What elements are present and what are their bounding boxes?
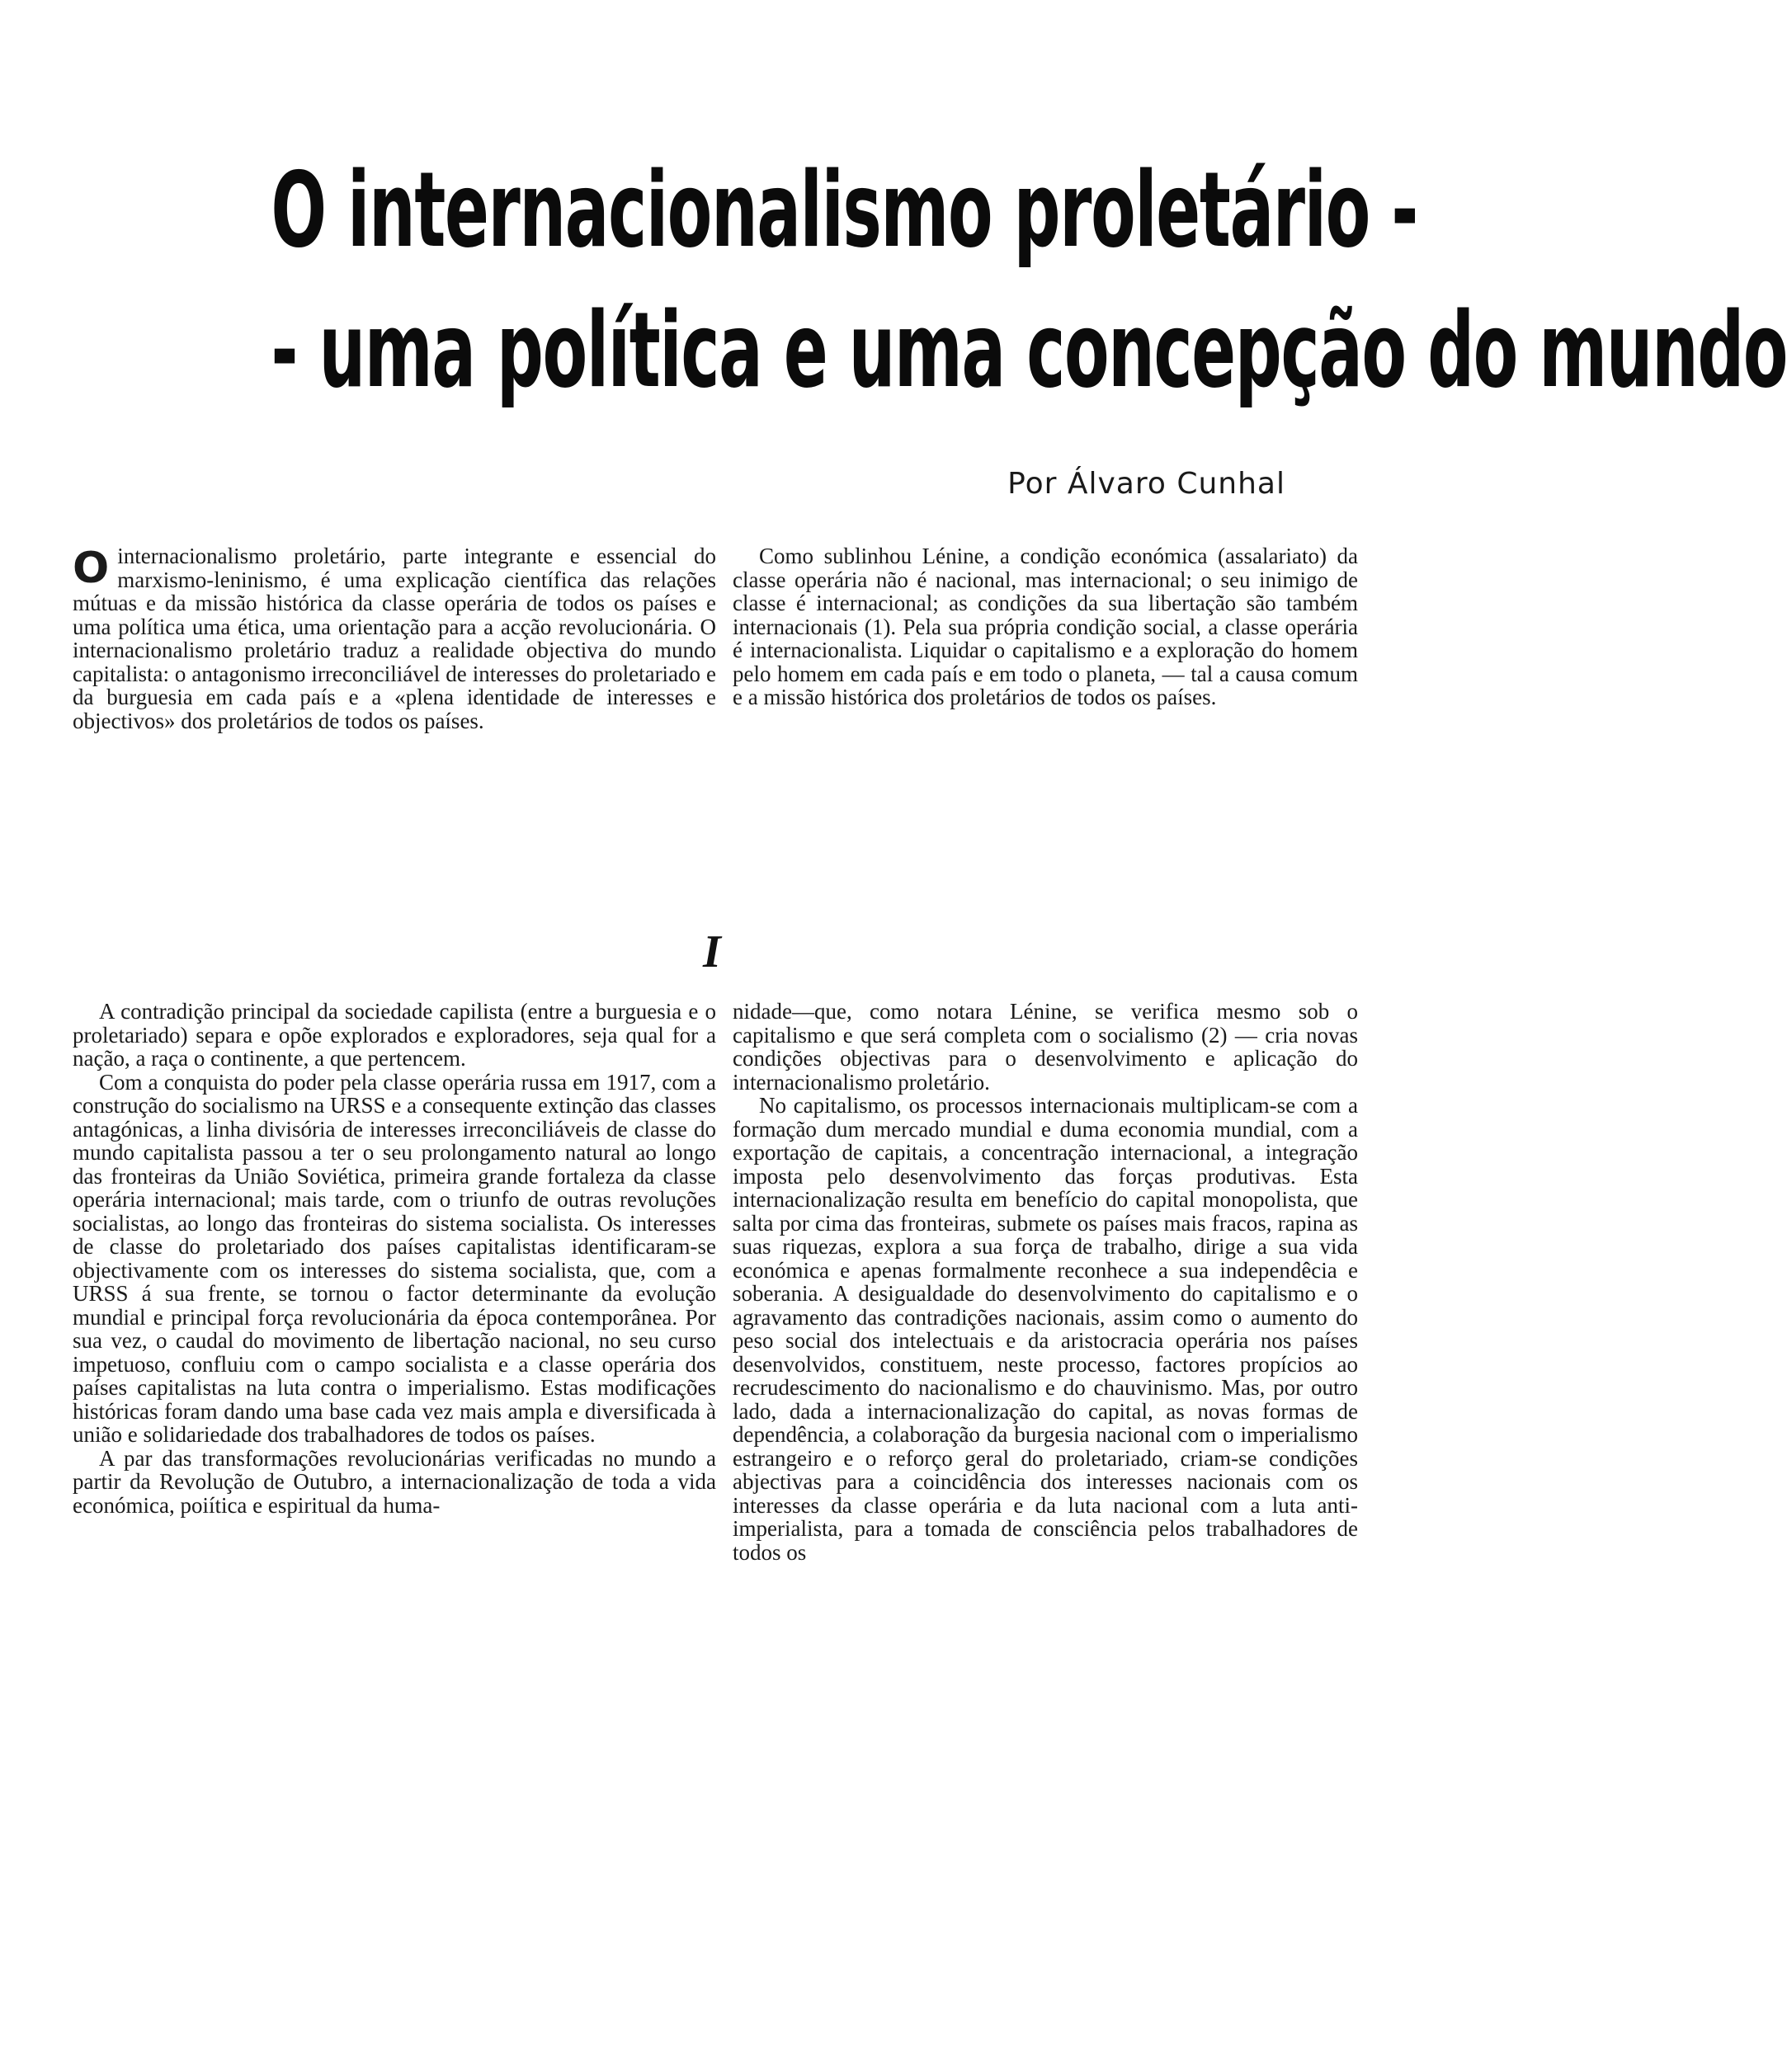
body-paragraph: A contradição principal da sociedade capilista (entre a burguesia e o proletariado) separa e opõe explorados e exploradores, seja qual for a nação, a raça o continente, a que pertencem.	[73, 999, 716, 1071]
body-paragraph: nidade—que, como notara Lénine, se verifica mesmo sob o capitalismo e que será completa com o socialismo (2) — cria novas condições objectivas para o desenvolvimento e aplicação do internacionalismo proletário.	[733, 999, 1358, 1095]
body-paragraph: Com a conquista do poder pela classe operária russa em 1917, com a construção do socialismo na URSS e a consequente extinção das classes antagónicas, a linha divisória de interesses irreconciliáveis de classe do mundo capitalista passou a ter o seu prolongamento natural ao longo das fronteiras da União Soviética, primeira grande fortaleza da classe operária internacional; mais tarde, com o triunfo de outras revoluções socialistas, ao longo das fronteiras do sistema socialista. Os interesses de classe do proletariado dos países capitalistas identificaram-se objectivamente com os interesses do sistema socialista, que, com a URSS á sua frente, se tornou o factor determinante da evolução mundial e principal força revolucionária da época contemporânea. Por sua vez, o caudal do movimento de libertação nacional, no seu curso impetuoso, confluiu com o campo socialista e a classe operária dos países capitalistas na luta contra o imperialismo. Estas modificações históricas foram dando uma base cada vez mais ampla e diversificada à união e solidariedade dos trabalhadores de todos os países.	[73, 1069, 716, 1447]
intro-right-column	[733, 544, 1358, 709]
intro-left-column	[73, 544, 716, 732]
body-right-column	[733, 1000, 1358, 1564]
intro-paragraph-right: Como sublinhou Lénine, a condição económica (assalariato) da classe operária não é nacional, mas internacional; o seu inimigo de classe é internacional; as condições da sua libertação são também internacionais (1). Pela sua própria condição social, a classe operária é internacionalista. Liquidar o capitalismo e a exploração do homem pelo homem em cada país e em todo o planeta, — tal a causa comum e a missão histórica dos proletários de todos os países.	[733, 544, 1358, 709]
body-paragraph: A par das transformações revolucionárias verificadas no mundo a partir da Revolução de Outubro, a internacionalização de toda a vida económica, poiítica e espiritual da huma-	[73, 1445, 716, 1518]
intro-paragraph-left	[73, 544, 716, 732]
author-byline: Por Álvaro Cunhal	[1007, 467, 1285, 501]
intro-left-text: internacionalismo proletário, parte integrante e essencial do marxismo-leninismo, é uma explicação científica das relações mútuas e da missão histórica da classe operária de todos os países e uma política uma ética, uma orientação para a acção revolucionária. O internacionalismo proletário traduz a realidade objectiva do mundo capitalista: o antagonismo irreconciliável de interesses do proletariado e da burguesia em cada país e a «plena identidade de interesses e objectivos» dos proletários de todos os países.	[73, 544, 716, 733]
article-title-line-1: O internacionalismo proletário -	[271, 149, 1418, 271]
body-paragraph: No capitalismo, os processos internacionais multiplicam-se com a formação dum mercado mundial e duma economia mundial, com a exportação de capitais, a concentração internacional, a integração imposta pelo desenvolvimento das forças produtivas. Esta internacionalização resulta em benefício do capital monopolista, que salta por cima das fronteiras, submete os países mais fracos, rapina as suas riquezas, explora a sua força de trabalho, dirige a sua vida económica e apenas formalmente reconhece a sua independêcia e soberania. A desigualdade do desenvolvimento do capitalismo e o agravamento das contradições nacionais, assim como o aumento do peso social dos intelectuais e da aristocracia operária nos países desenvolvidos, constituem, neste processo, factores propícios ao recrudescimento do nacionalismo e do chauvinismo. Mas, por outro lado, dada a internacionalização do capital, as novas formas de dependência, a colaboração da burgesia nacional com o imperialismo estrangeiro e o reforço geral do proletariado, criam-se condições abjectivas para a coincidência dos interesses nacionais com os interesses da classe operária e da luta nacional com a luta anti-imperialista, para a tomada de consciência pelos trabalhadores de todos os	[733, 1093, 1358, 1565]
drop-cap: O	[73, 544, 110, 593]
section-numeral: I	[703, 926, 721, 977]
article-title-line-2: - uma política e uma concepção do mundo	[271, 290, 1787, 411]
body-left-column	[73, 1000, 716, 1517]
